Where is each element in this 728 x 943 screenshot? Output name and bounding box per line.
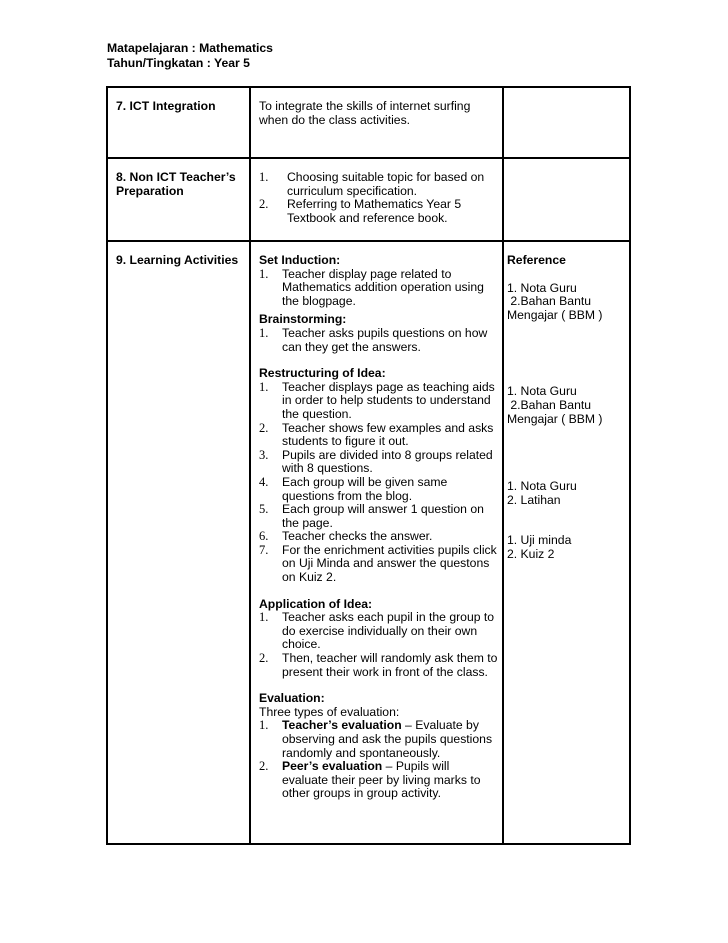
non-ict-label-line1: 8. Non ICT Teacher’s xyxy=(116,170,236,184)
set-induction-title: Set Induction: xyxy=(259,253,341,267)
ict-label: 7. ICT Integration xyxy=(116,99,216,113)
list-item: 4. Each group will be given same questions from the blog. xyxy=(259,474,448,503)
evaluation-intro: Three types of evaluation: xyxy=(259,704,400,719)
non-ict-reference-cell xyxy=(503,158,630,241)
list-item: 2. Peer’s evaluation – Pupils will evaluate their peer by living marks to other groups in group activity. xyxy=(259,759,481,801)
non-ict-content-cell xyxy=(250,158,503,241)
set-induction-list xyxy=(259,268,498,309)
list-item: 1. Teacher display page related to Mathematics addition operation using the blogpage. xyxy=(259,266,484,308)
learning-label-cell xyxy=(107,241,250,844)
table-row-ict xyxy=(107,87,630,158)
reference-block-4: 1. Uji minda 2. Kuiz 2 xyxy=(507,533,572,561)
non-ict-label-cell xyxy=(107,158,250,241)
reference-block-1: 1. Nota Guru 2.Bahan Bantu Mengajar ( BBM ) xyxy=(507,280,603,322)
evaluation-title: Evaluation: xyxy=(259,691,325,706)
level-line: Tahun/Tingkatan : Year 5 xyxy=(107,56,250,70)
ict-label-cell xyxy=(107,87,250,158)
restructuring-title: Restructuring of Idea: xyxy=(259,366,386,381)
list-item: 2. Teacher shows few examples and asks students to figure it out. xyxy=(259,420,494,449)
brainstorming-list xyxy=(259,327,498,354)
evaluation-list xyxy=(259,719,498,801)
learning-reference-cell xyxy=(503,241,630,844)
list-item: 1. Teacher asks each pupil in the group to do exercise individually on their own choice. xyxy=(259,610,495,652)
brainstorming-title: Brainstorming: xyxy=(259,312,347,327)
application-title: Application of Idea: xyxy=(259,596,373,611)
non-ict-label-line2: Preparation xyxy=(116,183,184,198)
list-item: 2. Then, teacher will randomly ask them to present their work in front of the class. xyxy=(259,651,498,679)
ict-text: To integrate the skills of internet surfing when do the class activities. xyxy=(259,99,471,127)
ict-reference-cell xyxy=(503,87,630,158)
reference-block-2: 1. Nota Guru 2.Bahan Bantu Mengajar ( BBM ) xyxy=(507,384,603,426)
document-header xyxy=(107,42,273,72)
list-item: 1. Choosing suitable topic for based on curriculum specification. xyxy=(259,170,485,198)
list-item: 3. Pupils are divided into 8 groups related with 8 questions. xyxy=(259,447,493,476)
list-item: 7. For the enrichment activities pupils click on Uji Minda and answer the questons on Kuiz 2. xyxy=(259,542,497,585)
table-row-learning xyxy=(107,241,630,844)
ict-content-cell xyxy=(250,87,503,158)
list-item: 5. Each group will answer 1 question on the page. xyxy=(259,502,484,530)
list-item: 1. Teacher asks pupils questions on how can they get the answers. xyxy=(259,325,488,354)
list-item: 1. Teacher’s evaluation – Evaluate by observing and ask the pupils questions randomly and spontaneously. xyxy=(259,718,493,760)
list-item: 1. Teacher displays page as teaching aids in order to help students to understand the question. xyxy=(259,379,495,421)
application-list xyxy=(259,611,498,679)
table-row-non-ict xyxy=(107,158,630,241)
subject-line: Matapelajaran : Mathematics xyxy=(107,41,273,55)
reference-block-3: 1. Nota Guru 2. Latihan xyxy=(507,479,577,507)
learning-label: 9. Learning Activities xyxy=(116,253,239,267)
restructuring-list xyxy=(259,381,498,585)
reference-title: Reference xyxy=(507,253,566,267)
lesson-plan-table xyxy=(106,86,631,845)
learning-content-cell xyxy=(250,241,503,844)
non-ict-list xyxy=(259,171,498,225)
list-item: 2. Referring to Mathematics Year 5 Textbook and reference book. xyxy=(259,197,462,225)
list-item: 6. Teacher checks the answer. xyxy=(259,529,433,544)
